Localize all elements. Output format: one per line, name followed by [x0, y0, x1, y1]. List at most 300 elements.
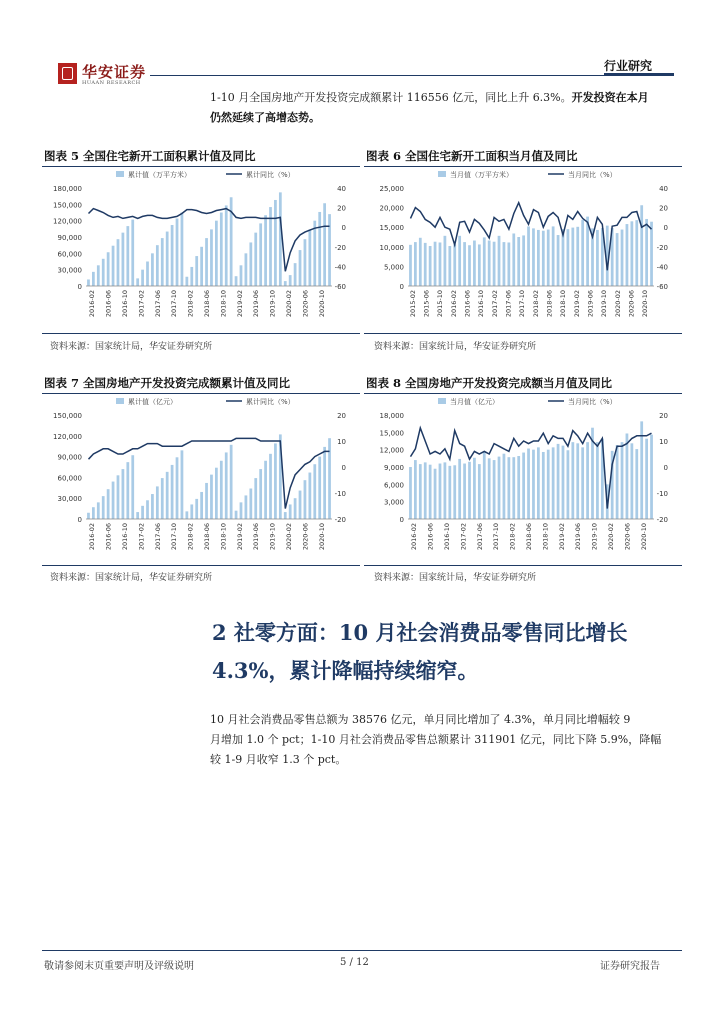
x-tick-label: 2018-06: [525, 523, 533, 551]
bar: [414, 242, 417, 286]
x-tick-label: 2016-02: [449, 290, 458, 318]
bar: [240, 502, 243, 519]
y-right-tick-label: -20: [334, 243, 346, 252]
bar: [156, 486, 159, 519]
x-tick-label: 2017-02: [137, 290, 146, 318]
y-right-tick-label: -20: [334, 516, 346, 524]
x-tick-label: 2018-10: [219, 290, 228, 318]
bar: [215, 468, 218, 519]
bar: [141, 270, 144, 286]
bar: [581, 220, 584, 286]
y-left-tick-label: 3,000: [383, 498, 404, 507]
figure-5-rule-bottom: [42, 333, 360, 334]
y-left-tick-label: 60,000: [57, 474, 82, 483]
bar: [102, 259, 105, 286]
bar: [318, 212, 321, 286]
bar: [308, 229, 311, 286]
bar: [240, 265, 243, 286]
figure-7-source: 资料来源：国家统计局，华安证券研究所: [50, 573, 213, 583]
bar: [483, 452, 486, 519]
bar: [181, 213, 184, 287]
bar: [107, 252, 110, 286]
bar: [507, 457, 510, 519]
bar: [323, 447, 326, 519]
bar: [274, 200, 277, 286]
bar: [308, 473, 311, 519]
bar: [304, 480, 307, 519]
bar: [313, 221, 316, 286]
bar: [522, 453, 525, 519]
bar: [156, 245, 159, 286]
legend-line-label: 当月同比（%）: [568, 171, 617, 179]
y-left-tick-label: 90,000: [57, 234, 82, 242]
bar: [542, 452, 545, 519]
x-tick-label: 2017-02: [137, 523, 146, 551]
bar: [87, 279, 90, 286]
x-tick-label: 2020-02: [613, 290, 622, 318]
bar: [225, 205, 228, 286]
y-right-tick-label: 20: [659, 412, 668, 420]
y-right-tick-label: -20: [656, 516, 668, 524]
x-tick-label: 2018-06: [203, 290, 211, 318]
x-tick-label: 2015-10: [436, 290, 445, 318]
bar: [439, 464, 442, 519]
x-tick-label: 2020-02: [285, 523, 293, 551]
y-left-tick-label: 6,000: [383, 481, 404, 490]
bar: [136, 278, 139, 286]
bar: [328, 214, 331, 286]
bar: [645, 219, 648, 286]
y-right-tick-label: 0: [663, 464, 668, 472]
x-tick-label: 2017-10: [170, 523, 179, 551]
bar: [205, 238, 208, 286]
bar: [650, 435, 653, 519]
body-line-1: 10 月社会消费品零售总额为 38576 亿元，单月同比增加了 4.3%，单月同比增幅较 9: [210, 713, 631, 726]
y-left-tick-label: 120,000: [53, 432, 82, 441]
x-tick-label: 2019-10: [590, 523, 599, 551]
bar: [571, 228, 574, 286]
x-tick-label: 2020-06: [301, 290, 310, 318]
x-tick-label: 2015-02: [408, 290, 417, 318]
y-left-tick-label: 90,000: [57, 453, 82, 462]
y-right-tick-label: 20: [337, 412, 346, 420]
bar: [102, 496, 105, 519]
x-tick-label: 2016-10: [477, 290, 486, 318]
bar: [517, 237, 520, 286]
bar: [498, 457, 501, 519]
x-tick-label: 2016-06: [104, 523, 113, 551]
footer-rule: [42, 950, 682, 951]
x-tick-label: 2020-10: [641, 290, 650, 318]
y-left-tick-label: 0: [399, 283, 404, 291]
figure-7-chart: [42, 395, 360, 561]
bar: [185, 511, 188, 519]
x-tick-label: 2016-10: [121, 523, 129, 551]
bar: [254, 478, 257, 519]
x-tick-label: 2018-10: [541, 523, 550, 551]
figure-8-source: 资料来源：国家统计局，华安证券研究所: [374, 573, 537, 583]
bar: [626, 224, 629, 286]
bar: [448, 466, 451, 519]
legend-bar-label: 当月值（亿元）: [450, 398, 499, 406]
x-tick-label: 2017-10: [518, 290, 527, 318]
bar: [478, 244, 481, 286]
bar: [176, 218, 179, 286]
bar: [444, 462, 447, 519]
bar: [195, 499, 198, 519]
y-left-tick-label: 120,000: [53, 217, 82, 226]
series-line: [411, 428, 652, 509]
bar: [640, 205, 643, 286]
bar: [294, 498, 297, 519]
x-tick-label: 2019-10: [268, 523, 277, 551]
bar: [181, 450, 184, 519]
body-paragraph: [210, 710, 685, 770]
x-tick-label: 2020-06: [627, 290, 636, 318]
series-line: [411, 203, 652, 271]
bar: [126, 462, 129, 519]
intro-paragraph: [210, 88, 680, 128]
bar: [419, 464, 422, 519]
x-tick-label: 2019-02: [235, 523, 244, 551]
x-tick-label: 2017-06: [475, 523, 484, 551]
bar: [195, 256, 198, 286]
bar: [621, 442, 624, 519]
bar: [453, 244, 456, 286]
bar: [621, 230, 624, 286]
bar: [448, 246, 451, 286]
x-tick-label: 2019-02: [557, 523, 566, 551]
body-line-2: 月增加 1.0 个 pct；1-10 月社会消费品零售总额累计 311901 亿元，同比下降 5.9%，降幅: [210, 733, 662, 746]
bar: [205, 483, 208, 519]
bar: [146, 500, 149, 519]
y-right-tick-label: 10: [659, 438, 668, 446]
legend-bar-swatch: [116, 398, 124, 404]
bar: [512, 457, 515, 519]
logo-icon: [58, 63, 77, 84]
bar: [581, 447, 584, 519]
x-tick-label: 2018-06: [545, 290, 554, 318]
bar: [284, 281, 287, 286]
bar: [630, 443, 633, 519]
x-tick-label: 2017-06: [153, 290, 162, 318]
y-left-tick-label: 0: [77, 283, 82, 291]
bar: [532, 450, 535, 519]
bar: [318, 457, 321, 519]
y-left-tick-label: 9,000: [383, 464, 404, 472]
bar: [313, 464, 316, 519]
x-tick-label: 2019-10: [600, 290, 609, 318]
y-left-tick-label: 150,000: [53, 201, 82, 210]
legend-bar-swatch: [438, 171, 446, 177]
section-heading: 2 社零方面：10 月社会消费品零售同比增长 4.3%，累计降幅持续缩窄。: [212, 620, 628, 683]
bar: [97, 265, 100, 286]
legend-bar-swatch: [438, 398, 446, 404]
bar: [289, 504, 292, 519]
bar: [87, 513, 90, 519]
bar: [328, 438, 331, 519]
legend-bar-label: 当月值（万平方米）: [450, 171, 513, 179]
y-left-tick-label: 150,000: [53, 412, 82, 420]
bar: [409, 467, 412, 519]
y-right-tick-label: -10: [656, 490, 668, 498]
bar: [635, 220, 638, 286]
y-right-tick-label: 0: [663, 224, 668, 233]
bar: [493, 460, 496, 519]
body-line-3: 较 1-9 月收窄 1.3 个 pct。: [210, 753, 347, 766]
legend-bar-label: 累计值（亿元）: [128, 398, 177, 406]
x-tick-label: 2016-06: [426, 523, 435, 551]
bar: [424, 243, 427, 286]
bar: [616, 233, 619, 286]
x-tick-label: 2019-06: [252, 290, 261, 318]
figure-6-chart: [364, 168, 682, 328]
bar: [259, 469, 262, 519]
bar: [562, 446, 565, 519]
y-left-tick-label: 0: [77, 516, 82, 524]
page-number: 5 / 12: [340, 957, 369, 968]
bar: [97, 502, 100, 519]
legend-line-label: 累计同比（%）: [246, 398, 295, 406]
figure-8-chart: [364, 395, 682, 561]
bar: [245, 253, 248, 286]
bar: [190, 504, 193, 519]
bar: [225, 452, 228, 519]
bar: [453, 465, 456, 519]
bar: [552, 447, 555, 519]
bar: [542, 231, 545, 286]
bar: [166, 472, 169, 519]
bar: [107, 489, 110, 519]
figure-6-title: 图表 6 全国住宅新开工面积当月值及同比: [366, 149, 578, 163]
bar: [571, 442, 574, 519]
bar: [483, 237, 486, 286]
bar: [537, 230, 540, 286]
bar: [254, 233, 257, 286]
bar: [429, 465, 432, 519]
bar: [498, 236, 501, 286]
bar: [626, 433, 629, 519]
bar: [576, 227, 579, 286]
x-tick-label: 2018-10: [559, 290, 568, 318]
x-tick-label: 2016-02: [88, 290, 97, 318]
series-line: [89, 438, 330, 508]
figure-5-rule: [42, 166, 360, 167]
bar: [235, 276, 238, 286]
bar: [141, 506, 144, 519]
x-tick-label: 2016-10: [443, 523, 451, 551]
x-tick-label: 2017-06: [153, 523, 162, 551]
y-right-tick-label: -40: [334, 263, 346, 272]
bar: [616, 445, 619, 519]
bar: [434, 242, 437, 286]
y-right-tick-label: 40: [659, 185, 668, 193]
legend-line-label: 当月同比（%）: [568, 398, 617, 406]
bar: [512, 233, 515, 286]
y-left-tick-label: 30,000: [57, 266, 82, 275]
bar: [567, 229, 570, 286]
x-tick-label: 2017-02: [459, 523, 468, 551]
bar: [576, 443, 579, 519]
bar: [112, 482, 115, 519]
bar: [586, 442, 589, 519]
bar: [557, 444, 560, 519]
x-tick-label: 2017-10: [170, 290, 179, 318]
x-tick-label: 2018-06: [203, 523, 211, 551]
bar: [245, 495, 248, 519]
x-tick-label: 2018-02: [186, 290, 195, 318]
bar: [171, 465, 174, 519]
y-right-tick-label: -10: [334, 490, 346, 498]
bar: [463, 242, 466, 286]
bar: [274, 443, 277, 519]
bar: [220, 213, 223, 287]
y-left-tick-label: 15,000: [379, 224, 404, 233]
x-tick-label: 2017-10: [492, 523, 501, 551]
bar: [117, 475, 120, 519]
bar: [503, 454, 506, 519]
bar: [527, 226, 530, 286]
bar: [264, 461, 267, 519]
y-left-tick-label: 18,000: [379, 412, 404, 420]
bar: [264, 215, 267, 286]
bar: [269, 454, 272, 519]
y-left-tick-label: 10,000: [379, 243, 404, 252]
bar: [200, 247, 203, 286]
x-tick-label: 2020-10: [639, 523, 648, 551]
bar: [122, 469, 125, 519]
bar: [249, 242, 252, 286]
bar: [468, 462, 471, 519]
y-left-tick-label: 20,000: [379, 204, 404, 213]
x-tick-label: 2016-02: [410, 523, 419, 551]
x-tick-label: 2020-10: [317, 523, 326, 551]
y-left-tick-label: 15,000: [379, 429, 404, 438]
figure-6-rule: [364, 166, 682, 167]
y-left-tick-label: 60,000: [57, 250, 82, 259]
bar: [294, 263, 297, 286]
bar: [596, 230, 599, 286]
logo-text: 华安证券: [82, 63, 147, 81]
x-tick-label: 2020-02: [285, 290, 293, 318]
bar: [434, 469, 437, 519]
bar: [131, 455, 134, 519]
bar: [176, 457, 179, 519]
bar: [112, 246, 115, 286]
intro-bold-2: 仍然延续了高增态势。: [210, 111, 320, 124]
bar: [458, 236, 461, 286]
bar: [151, 253, 154, 286]
bar: [429, 246, 432, 286]
bar: [424, 462, 427, 519]
bar: [552, 226, 555, 286]
bar: [166, 232, 169, 286]
bar: [131, 220, 134, 286]
figure-6-rule-bottom: [364, 333, 682, 334]
bar: [151, 494, 154, 519]
y-left-tick-label: 25,000: [379, 185, 404, 193]
y-right-tick-label: -60: [334, 283, 346, 291]
bar: [304, 239, 307, 286]
x-tick-label: 2020-06: [301, 523, 310, 551]
y-right-tick-label: -40: [656, 263, 668, 272]
y-right-tick-label: 10: [337, 438, 346, 446]
figure-8-title: 图表 8 全国房地产开发投资完成额当月值及同比: [366, 376, 613, 390]
bar: [478, 464, 481, 519]
bar: [645, 439, 648, 519]
x-tick-label: 2016-02: [88, 523, 97, 551]
y-left-tick-label: 0: [399, 516, 404, 524]
bar: [493, 242, 496, 286]
y-right-tick-label: 0: [341, 224, 346, 233]
section-tag: 行业研究: [604, 59, 653, 73]
bar: [468, 245, 471, 286]
figure-8-rule-bottom: [364, 565, 682, 566]
bar: [122, 233, 125, 286]
bar: [210, 475, 213, 519]
y-left-tick-label: 30,000: [57, 495, 82, 504]
x-tick-label: 2019-06: [586, 290, 595, 318]
bar: [567, 450, 570, 519]
intro-bold: 开发投资在本月: [571, 91, 649, 104]
bar: [517, 456, 520, 519]
bar: [557, 235, 560, 286]
bar: [650, 222, 653, 286]
x-tick-label: 2017-02: [490, 290, 499, 318]
legend-bar-label: 累计值（万平方米）: [128, 171, 191, 179]
bar: [630, 221, 633, 286]
bar: [463, 464, 466, 519]
bar: [473, 458, 476, 519]
bar: [259, 223, 262, 286]
x-tick-label: 2020-10: [317, 290, 326, 318]
x-tick-label: 2017-06: [504, 290, 513, 318]
legend-bar-swatch: [116, 171, 124, 177]
bar: [458, 459, 461, 519]
logo-subtext: HUAAN RESEARCH: [82, 80, 141, 86]
bar: [299, 250, 302, 286]
x-tick-label: 2018-02: [531, 290, 540, 318]
bar: [444, 236, 447, 286]
legend-line-label: 累计同比（%）: [246, 171, 295, 179]
x-tick-label: 2019-06: [252, 523, 261, 551]
x-tick-label: 2016-10: [121, 290, 129, 318]
figure-5-chart: [42, 168, 360, 328]
bar: [190, 267, 193, 286]
y-right-tick-label: 0: [341, 464, 346, 472]
figure-7-rule-bottom: [42, 565, 360, 566]
figure-8-rule: [364, 393, 682, 394]
bar: [117, 239, 120, 286]
figure-6-source: 资料来源：国家统计局，华安证券研究所: [374, 342, 537, 352]
figure-5-source: 资料来源：国家统计局，华安证券研究所: [50, 342, 213, 352]
figure-7-rule: [42, 393, 360, 394]
x-tick-label: 2016-06: [104, 290, 113, 318]
bar: [409, 245, 412, 286]
intro-text: 1-10 月全国房地产开发投资完成额累计 116556 亿元，同比上升 6.3%。: [210, 91, 572, 104]
bar: [596, 442, 599, 519]
series-line: [89, 209, 330, 272]
bar: [323, 203, 326, 286]
figure-5-title: 图表 5 全国住宅新开工面积累计值及同比: [44, 149, 256, 163]
footer-report-type: 证券研究报告: [600, 961, 660, 972]
bar: [92, 272, 95, 286]
y-right-tick-label: -60: [656, 283, 668, 291]
bar: [279, 192, 282, 286]
bar: [146, 262, 149, 287]
bar: [249, 488, 252, 519]
x-tick-label: 2018-02: [186, 523, 195, 551]
